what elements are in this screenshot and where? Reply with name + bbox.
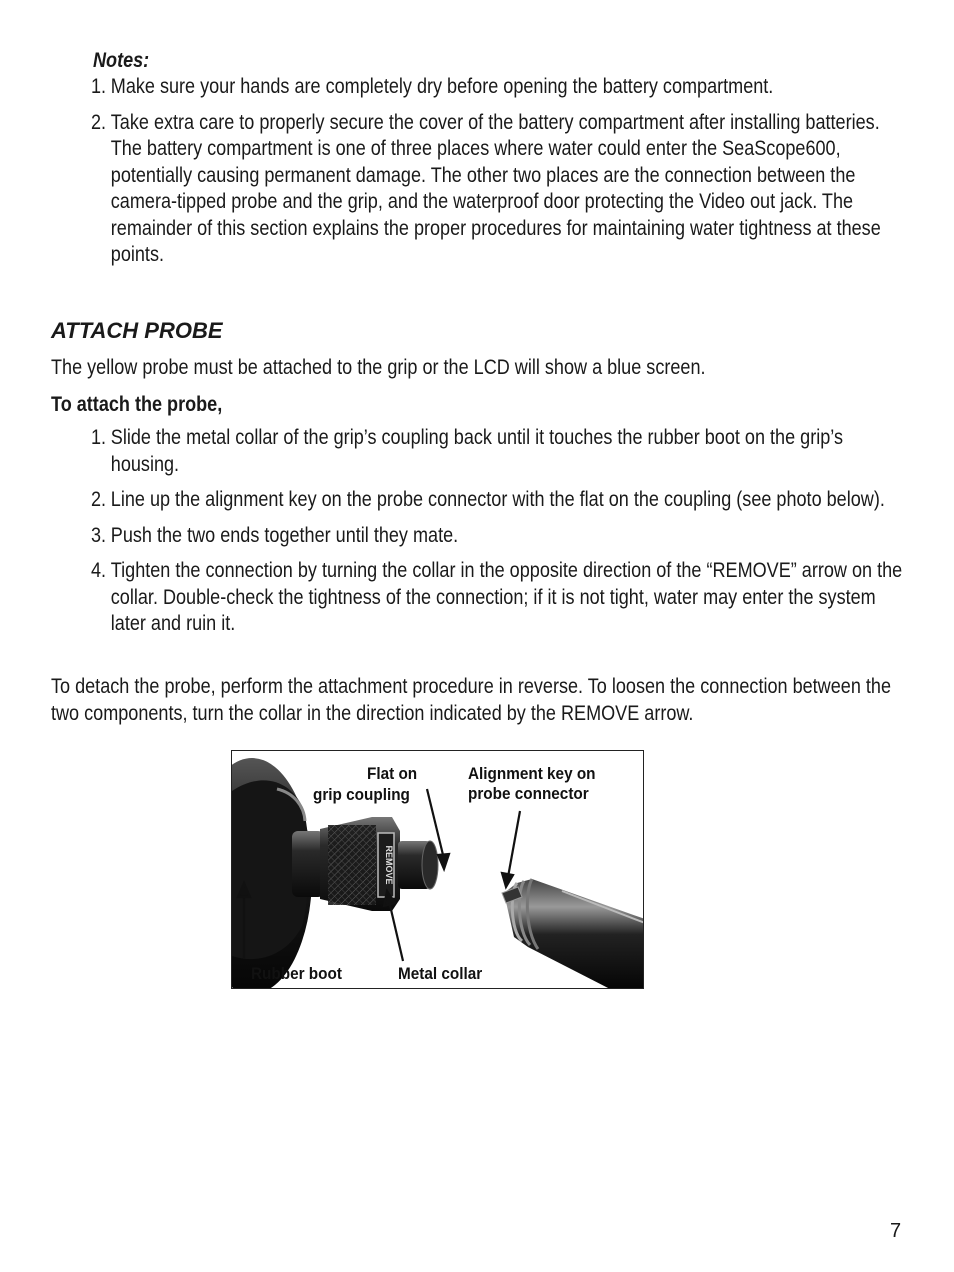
step-text: Slide the metal collar of the grip’s coupling back until it touches the rubber boot on the grip’s housing. <box>110 426 843 476</box>
grip-neck <box>292 831 324 897</box>
probe-connection-photo <box>231 750 644 989</box>
key-arrow-line <box>508 811 520 877</box>
notes-item-text: Make sure your hands are completely dry before opening the battery compartment. <box>110 75 774 98</box>
notes-title: Notes: <box>93 49 150 72</box>
notes-item-number: 1. <box>91 75 107 98</box>
step-number: 2. <box>91 488 107 511</box>
step-item-1 <box>91 425 906 478</box>
caption-flat-line1: Flat on <box>367 764 418 783</box>
step-item-3 <box>91 523 906 550</box>
collar-marking: REMOVE <box>384 845 394 885</box>
step-number: 3. <box>91 523 107 547</box>
caption-rubber-boot: Rubber boot <box>251 964 342 983</box>
section-heading: ATTACH PROBE <box>51 318 223 343</box>
step-number: 4. <box>91 559 107 582</box>
page-number: 7 <box>890 1220 902 1242</box>
step-text: Push the two ends together until they mate. <box>110 523 459 547</box>
caption-metal-collar: Metal collar <box>398 964 483 983</box>
caption-key-line1: Alignment key on <box>468 764 596 783</box>
step-item-2 <box>91 487 906 514</box>
key-arrow-head <box>502 873 513 887</box>
caption-key-line2: probe connector <box>468 784 589 803</box>
notes-list <box>91 74 899 269</box>
step-text: Line up the alignment key on the probe connector with the flat on the coupling (see photo below). <box>110 488 885 511</box>
notes-item-2 <box>91 110 899 269</box>
section-outro: To detach the probe, perform the attachment procedure in reverse. To loosen the connection between the two components, turn the collar in the direction indicated by the REMOVE arrow. <box>51 675 891 725</box>
probe-connector <box>502 879 644 989</box>
collar-arrow-line <box>389 901 403 961</box>
notes-item-number: 2. <box>91 110 107 134</box>
steps-list <box>91 425 906 638</box>
notes-item-1 <box>91 74 899 101</box>
step-text: Tighten the connection by turning the collar in the opposite direction of the “REMOVE” arrow on the collar. Double-check the tightness of the connection; if it is not tight, water may enter the system later and ruin it. <box>110 559 903 635</box>
caption-flat-line2: grip coupling <box>313 785 410 804</box>
notes-item-text: Take extra care to properly secure the cover of the battery compartment after installing batteries. The battery compartment is one of three places where water could enter the SeaScope600, potentially causing permanent damage. The other two places are the connection between the camera-tipped probe and the grip, and the waterproof door protecting the Video out jack. The remainder of this section explains the proper procedures for maintaining water tightness at these points. <box>110 110 881 266</box>
grip-coupling <box>398 841 438 889</box>
step-item-4 <box>91 558 906 638</box>
steps-subheading: To attach the probe, <box>51 393 223 416</box>
step-number: 1. <box>91 426 107 449</box>
section-intro: The yellow probe must be attached to the grip or the LCD will show a blue screen. <box>51 356 706 379</box>
flat-arrow-head <box>438 854 449 869</box>
